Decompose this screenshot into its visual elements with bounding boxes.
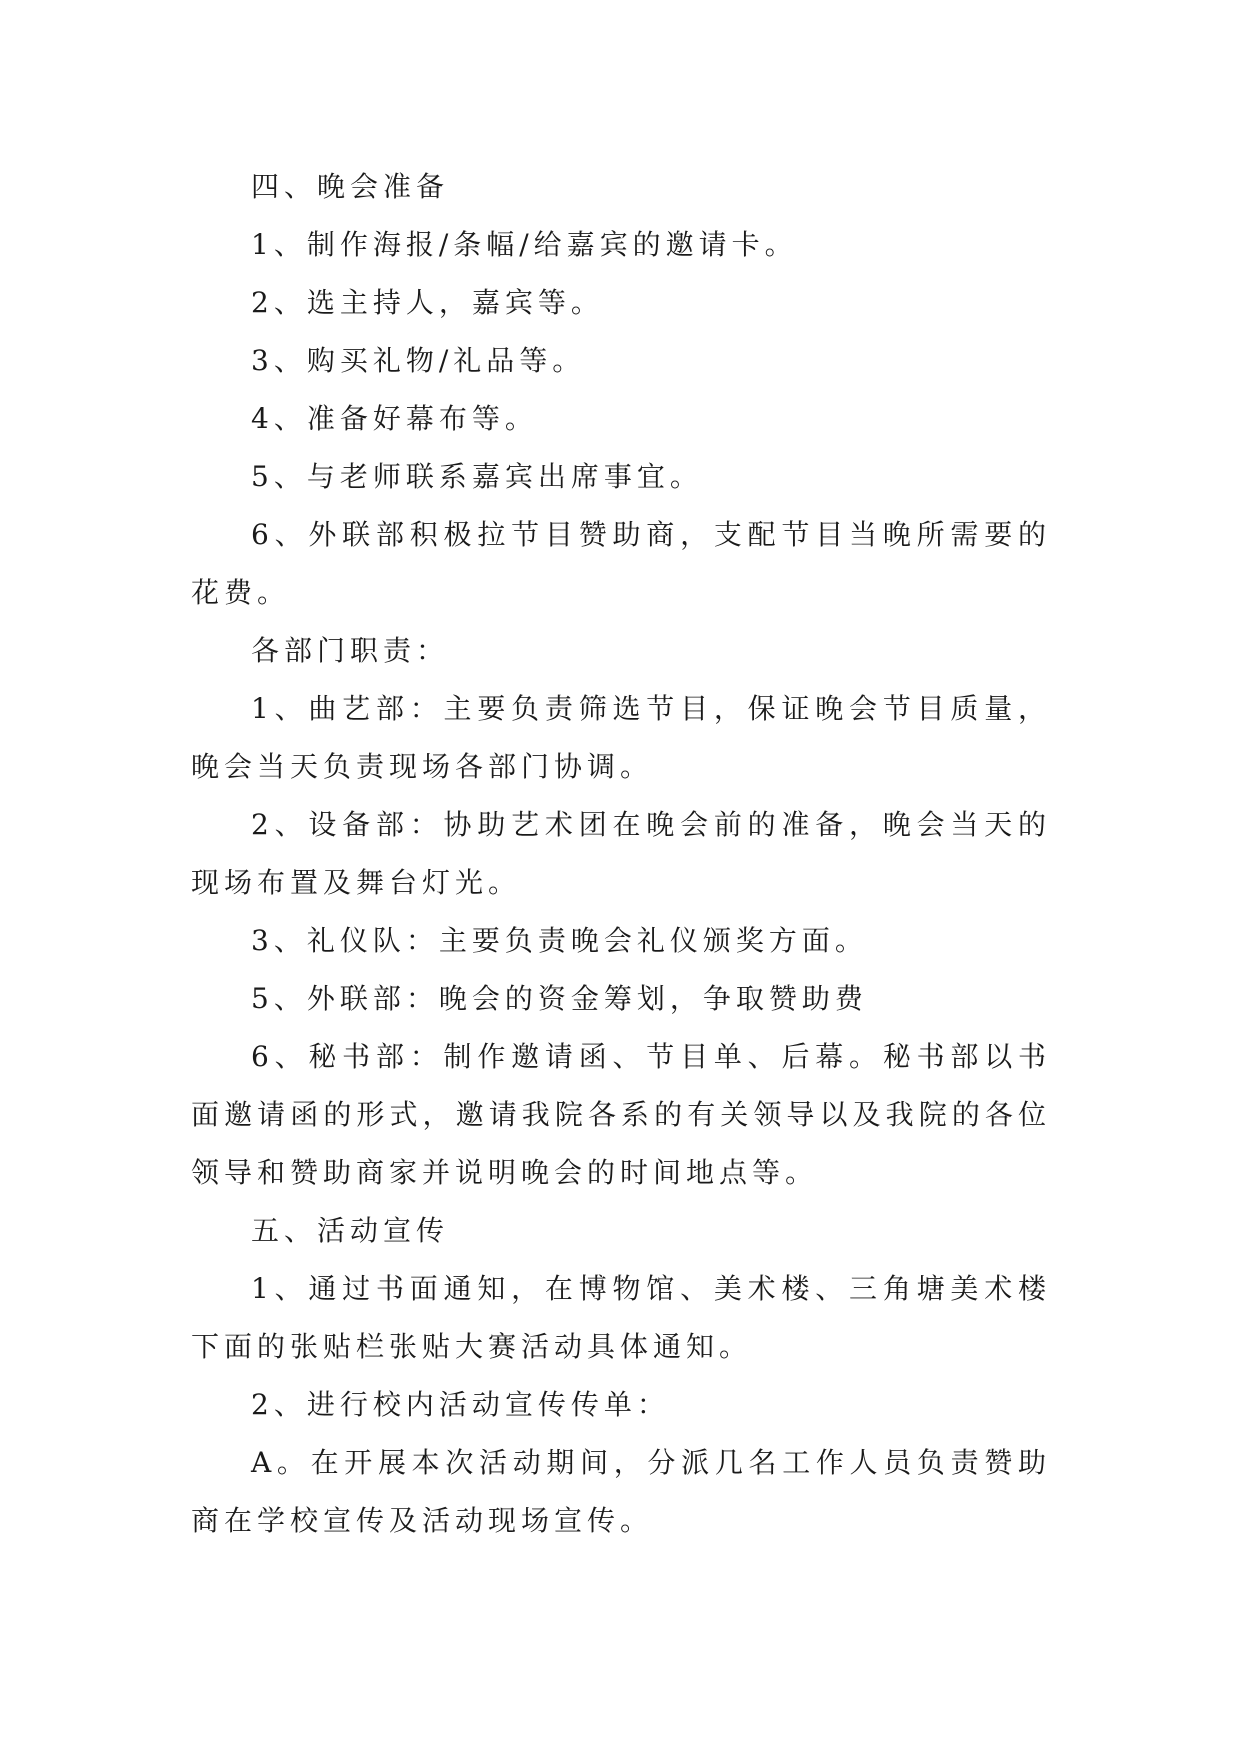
paragraph-item: 3、礼仪队：主要负责晚会礼仪颁奖方面。	[251, 924, 868, 957]
section-heading-party-preparation: 四、晚会准备	[251, 170, 450, 203]
paragraph-item: 5、与老师联系嘉宾出席事宜。	[251, 460, 703, 493]
paragraph-item: A。在开展本次活动期间，分派几名工作人员负责赞助商在学校宣传及活动现场宣传。	[191, 1446, 1051, 1537]
paragraph-item: 2、设备部：协助艺术团在晚会前的准备，晚会当天的现场布置及舞台灯光。	[191, 808, 1051, 899]
document-body	[191, 158, 1051, 1550]
paragraph-item: 1、曲艺部：主要负责筛选节目，保证晚会节目质量，晚会当天负责现场各部门协调。	[191, 692, 1051, 783]
paragraph-item: 2、进行校内活动宣传传单：	[251, 1388, 670, 1421]
paragraph-item: 4、准备好幕布等。	[251, 402, 538, 435]
paragraph-item: 6、秘书部：制作邀请函、节目单、后幕。秘书部以书面邀请函的形式，邀请我院各系的有关领导以及我院的各位领导和赞助商家并说明晚会的时间地点等。	[191, 1040, 1051, 1189]
paragraph-item: 6、外联部积极拉节目赞助商，支配节目当晚所需要的花费。	[191, 518, 1051, 609]
section-heading-activity-promotion: 五、活动宣传	[251, 1214, 450, 1247]
paragraph-item: 1、制作海报/条幅/给嘉宾的邀请卡。	[251, 228, 798, 261]
paragraph-item: 5、外联部：晚会的资金筹划，争取赞助费	[251, 982, 868, 1015]
paragraph-item: 2、选主持人，嘉宾等。	[251, 286, 604, 319]
section-heading-department-duties: 各部门职责：	[251, 634, 450, 667]
paragraph-item: 3、购买礼物/礼品等。	[251, 344, 586, 377]
paragraph-item: 1、通过书面通知，在博物馆、美术楼、三角塘美术楼下面的张贴栏张贴大赛活动具体通知。	[191, 1272, 1051, 1363]
